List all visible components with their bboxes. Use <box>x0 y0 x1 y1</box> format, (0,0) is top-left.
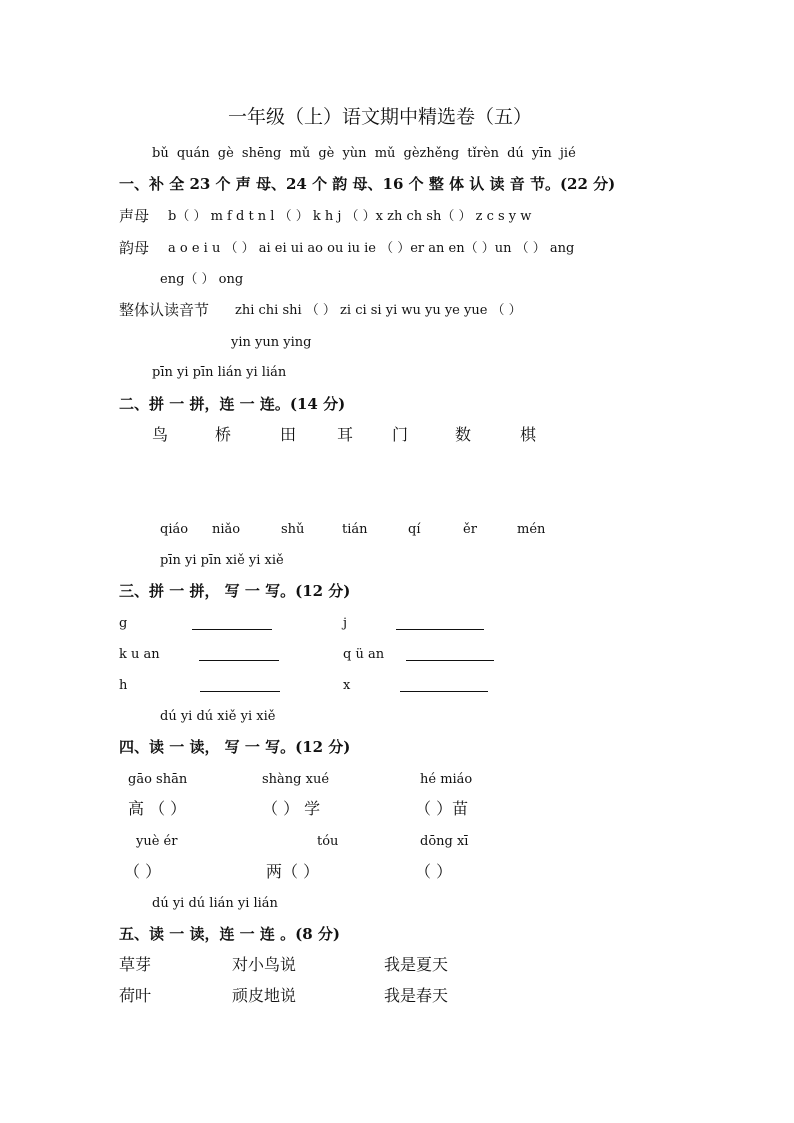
syllable-item: ěr <box>463 522 477 537</box>
word-pinyin: yuè ér <box>136 834 178 849</box>
spell-right: q ü an <box>343 647 385 662</box>
yunmu-row-2: eng（ ） ong <box>160 272 244 287</box>
char-item: 鸟 <box>152 425 169 444</box>
answer-line[interactable] <box>200 691 280 692</box>
zhengti-label: 整体认读音节 <box>119 301 210 319</box>
char-item: 数 <box>455 425 472 444</box>
yunmu-row: a o e i u （ ） ai ei ui ao ou iu ie （ ）er an en（ ）un （ ） ang <box>168 241 575 256</box>
section3-pinyin: pīn yi pīn xiě yi xiě <box>160 553 284 568</box>
spell-left: h <box>119 678 128 693</box>
word-pinyin: dōng xī <box>420 834 469 849</box>
answer-line[interactable] <box>199 660 279 661</box>
section4-heading: 四、读 一 读， 写 一 写。(12 分) <box>119 738 351 756</box>
section5-heading: 五、读 一 读，连 一 连 。(8 分) <box>119 925 340 943</box>
page-title: 一年级（上）语文期中精选卷（五） <box>228 106 533 128</box>
word-blank: （ ）苗 <box>415 799 469 818</box>
section2-heading: 二、拼 一 拼，连 一 连。(14 分) <box>119 395 346 413</box>
section1-heading: 一、补 全 23 个 声 母、24 个 韵 母、16 个 整 体 认 读 音 节。(22 分) <box>119 175 616 193</box>
section2-pinyin: pīn yi pīn lián yi lián <box>152 365 287 380</box>
syllable-item: qí <box>408 522 421 537</box>
word-blank: （ ） <box>415 862 453 881</box>
match-item: 荷叶 <box>119 986 152 1005</box>
zhengti-row: zhi chi shi （ ） zi ci si yi wu yu ye yue （ ） <box>235 303 522 318</box>
word-pinyin: shàng xué <box>262 772 330 787</box>
section5-pinyin: dú yi dú lián yi lián <box>152 896 278 911</box>
word-blank: 两（ ） <box>266 862 320 881</box>
syllable-item: mén <box>517 522 546 537</box>
word-pinyin: gāo shān <box>128 772 188 787</box>
section4-pinyin: dú yi dú xiě yi xiě <box>160 709 276 724</box>
char-item: 田 <box>280 425 297 444</box>
answer-line[interactable] <box>400 691 488 692</box>
word-blank: 高 （ ） <box>128 799 187 818</box>
shengmu-label: 声母 <box>119 207 150 225</box>
char-item: 耳 <box>337 425 354 444</box>
word-pinyin: tóu <box>317 834 339 849</box>
char-item: 桥 <box>215 425 232 444</box>
syllable-item: shǔ <box>281 522 305 537</box>
zhengti-row-2: yin yun ying <box>231 335 312 350</box>
spell-left: g <box>119 616 128 631</box>
match-item: 我是春天 <box>384 986 449 1005</box>
spell-left: k u an <box>119 647 160 662</box>
match-item: 对小鸟说 <box>232 955 297 974</box>
yunmu-label: 韵母 <box>119 239 150 257</box>
syllable-item: niǎo <box>212 522 241 537</box>
match-item: 顽皮地说 <box>232 986 297 1005</box>
spell-right: x <box>343 678 351 693</box>
answer-line[interactable] <box>396 629 484 630</box>
char-item: 棋 <box>520 425 537 444</box>
word-pinyin: hé miáo <box>420 772 473 787</box>
match-item: 草芽 <box>119 955 152 974</box>
spell-right: j <box>343 616 348 631</box>
shengmu-row: b（ ） m f d t n l （ ） k h j （ ）x zh ch sh（ ） z c s y w <box>168 209 532 224</box>
syllable-item: qiáo <box>160 522 189 537</box>
section1-pinyin: bǔ quán gè shēng mǔ gè yùn mǔ gèzhěng tǐrèn dú yīn jié <box>152 146 576 161</box>
char-item: 门 <box>392 425 409 444</box>
answer-line[interactable] <box>406 660 494 661</box>
word-blank: （ ） <box>124 862 162 881</box>
syllable-item: tián <box>342 522 368 537</box>
answer-line[interactable] <box>192 629 272 630</box>
match-item: 我是夏天 <box>384 955 449 974</box>
word-blank: （ ） 学 <box>262 799 321 818</box>
section3-heading: 三、拼 一 拼， 写 一 写。(12 分) <box>119 582 351 600</box>
